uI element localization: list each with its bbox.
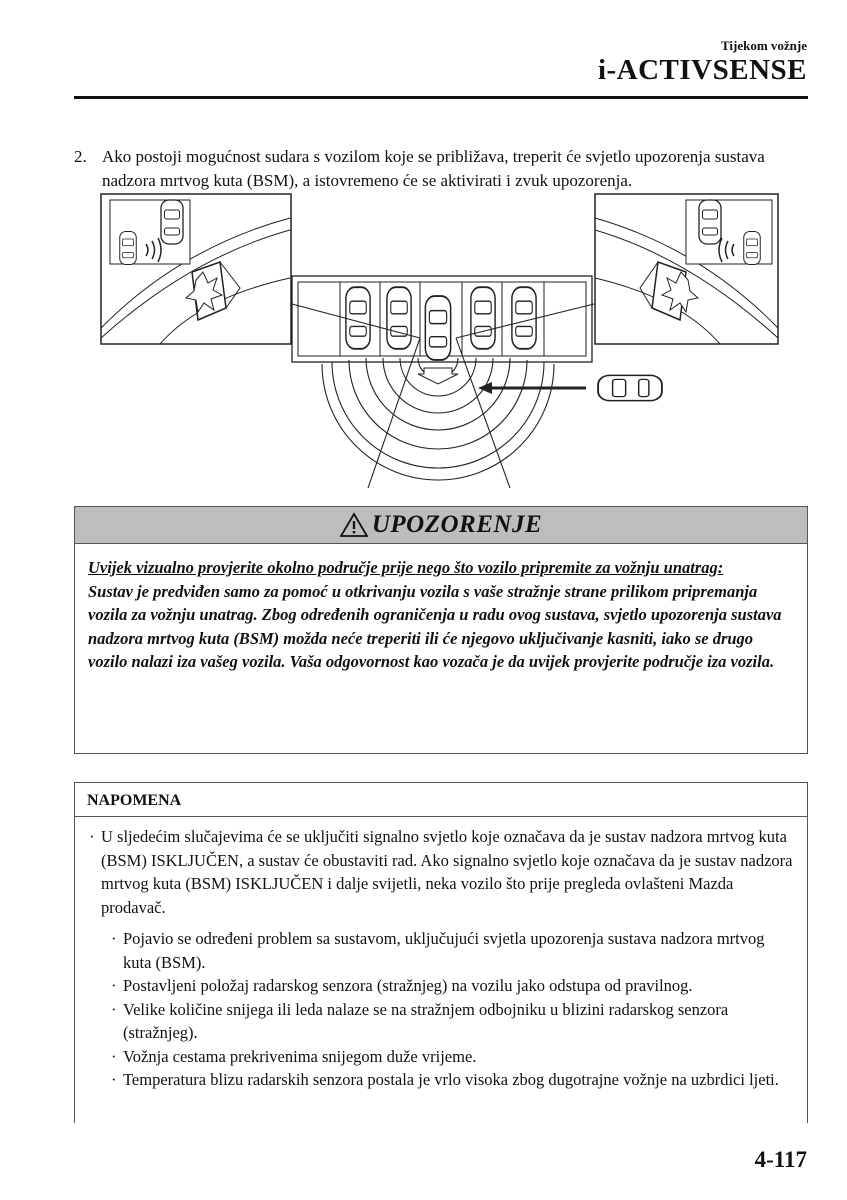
warning-box xyxy=(74,506,808,754)
section-title: i-ACTIVSENSE xyxy=(597,54,807,86)
bsm-illustration xyxy=(100,188,780,508)
note-title: NAPOMENA xyxy=(75,783,807,817)
warning-header xyxy=(75,507,807,544)
list-item-text: Pojavio se određeni problem sa sustavom, uključujući svjetla upozorenja sustava nadzora mrtvog kuta (BSM). xyxy=(123,929,765,972)
header-rule xyxy=(74,96,808,99)
note-box xyxy=(74,782,808,1123)
bullet: · xyxy=(111,1070,117,1089)
warning-title: UPOZORENJE xyxy=(371,511,543,538)
step-text: Ako postoji mogućnost sudara s vozilom koje se približava, treperit će svjetlo upozorenja sustava nadzora mrtvog kuta (BSM), a istovremeno će se aktivirati i zvuk upozorenja. xyxy=(102,147,765,190)
approaching-vehicle xyxy=(478,375,662,400)
page-number: 4-117 xyxy=(754,1147,807,1172)
bullet: · xyxy=(111,999,117,1019)
bullet: · xyxy=(89,827,95,846)
warning-triangle-icon xyxy=(340,512,368,538)
bullet: · xyxy=(111,976,117,995)
note-main-item xyxy=(89,825,795,919)
list-item-text: Postavljeni položaj radarskog senzora (stražnjeg) na vozilu jako odstupa od pravilnog. xyxy=(123,976,693,995)
note-body xyxy=(75,817,807,1092)
bullet: · xyxy=(111,929,117,948)
list-item-text: Velike količine snijega ili leda nalaze se na stražnjem odbojniku u blizini radarskog senzora (stražnjeg). xyxy=(123,999,729,1042)
list-item xyxy=(111,1045,795,1069)
list-item xyxy=(111,927,795,974)
right-mirror-inset xyxy=(595,194,778,344)
note-sub-list xyxy=(89,927,795,1092)
list-item xyxy=(111,998,795,1045)
bullet: · xyxy=(111,1046,117,1066)
step-number: 2. xyxy=(74,147,87,166)
step-paragraph xyxy=(74,145,808,193)
warning-lead: Uvijek vizualno provjerite okolno područje prije nego što vozilo pripremite za vožnju unatrag: xyxy=(88,558,724,577)
list-item-text: Vožnja cestama prekrivenima snijegom duže vrijeme. xyxy=(123,1046,477,1066)
left-mirror-inset xyxy=(101,194,291,344)
note-main-text: U sljedećim slučajevima će se uključiti signalno svjetlo koje označava da je sustav nadzora mrtvog kuta (BSM) ISKLJUČEN, a sustav će obustaviti rad. Ako signalno svjetlo koje označava da je sustav nadzora mrtvog kuta (BSM) ISKLJUČEN i dalje svijetli, neka vozilo što prije pregleda ovlašteni Mazda prodavač. xyxy=(101,827,793,917)
list-item xyxy=(111,974,795,998)
list-item-text: Temperatura blizu radarskih senzora postala je vrlo visoka zbog dugotrajne vožnje na uzbrdici ljeti. xyxy=(123,1070,779,1089)
list-item xyxy=(111,1068,795,1092)
warning-text: Sustav je predviđen samo za pomoć u otkrivanju vozila s vaše stražnje strane prilikom pripremanja vozila za vožnju unatrag. Zbog određenih ograničenja u radu ovog sustava, svjetlo upozorenja sustava nadzora mrtvog kuta (BSM) možda neće treperiti ili će njegovo uključivanje kasniti, iako se drugo vozilo nalazi iza vašeg vozila. Vaša odgovornost kao vozača je da uvijek provjerite područje iza vozila. xyxy=(88,581,782,671)
warning-body xyxy=(75,544,807,674)
section-subtitle: Tijekom vožnje xyxy=(720,38,807,53)
